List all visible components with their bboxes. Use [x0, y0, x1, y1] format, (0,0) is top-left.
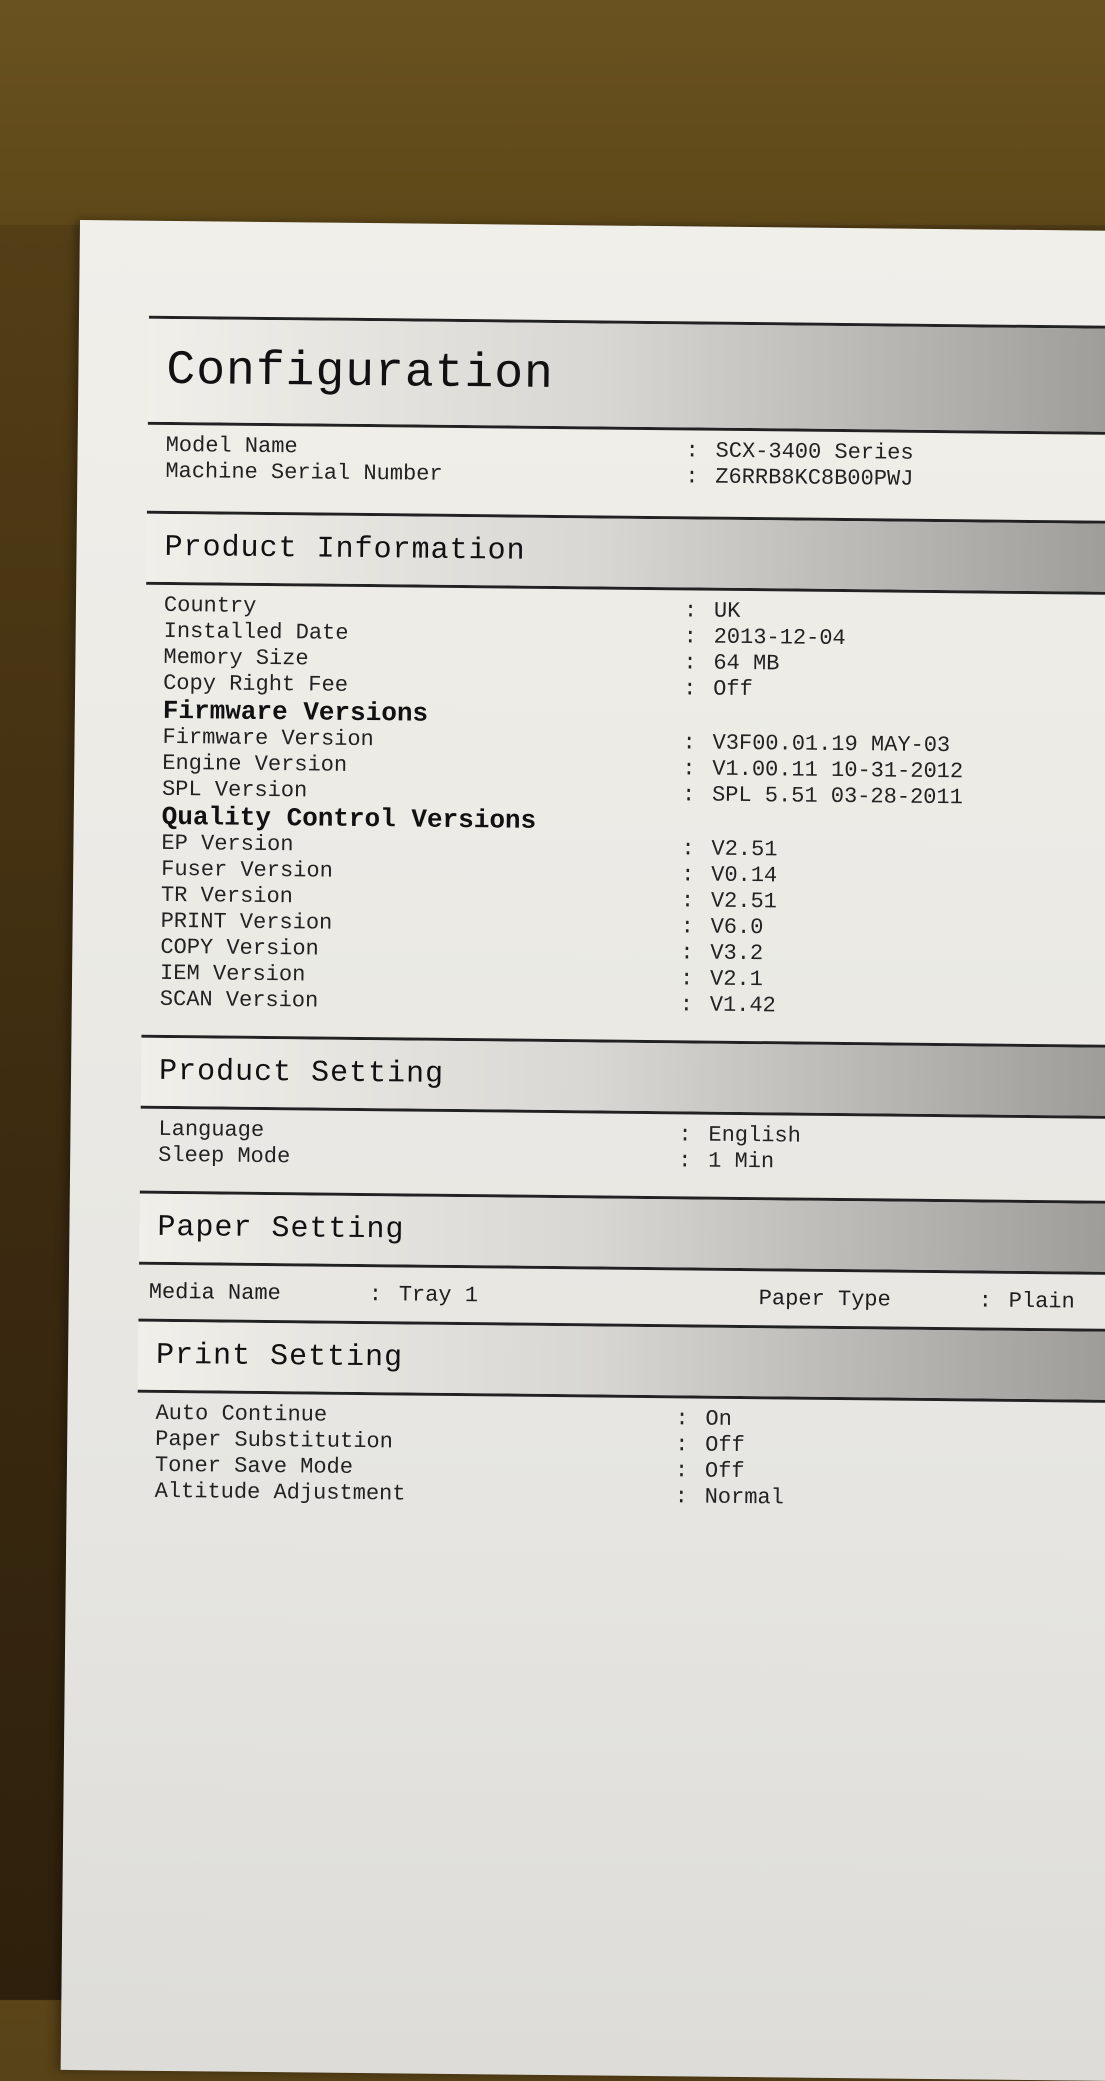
header-rows [147, 425, 1105, 521]
colon: : [679, 966, 694, 992]
section-heading: Print Setting [155, 1338, 404, 1376]
row-label: TR Version [160, 882, 294, 910]
colon: : [683, 650, 697, 676]
row-value: Off [704, 1458, 745, 1485]
row-label: SCAN Version [159, 986, 319, 1014]
row-value: Off [705, 1432, 745, 1459]
colon: : [681, 782, 696, 808]
section-heading: Product Information [164, 530, 526, 569]
paper-type-value: Plain [1008, 1288, 1075, 1314]
config-report [136, 316, 1105, 1525]
section-band-paper-setting [139, 1194, 1105, 1272]
row-label: Model Name [165, 432, 298, 460]
row-label: SPL Version [161, 776, 308, 804]
row-label: Language [158, 1116, 265, 1143]
row-value: V6.0 [710, 914, 764, 941]
row-value: V3.2 [710, 940, 764, 967]
row-label: EP Version [161, 830, 294, 858]
section-heading: Paper Setting [157, 1210, 405, 1248]
row-label: Auto Continue [155, 1400, 328, 1428]
section-heading: Product Setting [158, 1054, 445, 1092]
row-value: V1.42 [709, 992, 776, 1019]
row-value: English [708, 1122, 801, 1149]
row-value: V3F00.01.19 MAY-03 [712, 730, 951, 759]
row-value: 1 Min [708, 1148, 775, 1175]
colon: : [678, 1148, 692, 1174]
row-value: SPL 5.51 03-28-2011 [711, 782, 963, 811]
row-label: Paper Substitution [155, 1426, 393, 1455]
row-value: V1.00.11 10-31-2012 [712, 756, 964, 785]
paper-type-label: Paper Type [758, 1285, 891, 1313]
section-band-product-setting [141, 1038, 1105, 1116]
row-value: V0.14 [711, 862, 778, 889]
row-label: Memory Size [163, 644, 309, 672]
row-value: SCX-3400 Series [715, 438, 914, 466]
background-wall [0, 0, 1105, 225]
row-value: UK [713, 598, 741, 624]
row-label: Country [163, 592, 257, 619]
row-value: On [705, 1406, 733, 1432]
quality-control-versions-heading: Quality Control Versions [161, 801, 537, 836]
row-value: V2.51 [711, 836, 778, 863]
section-band-print-setting [138, 1322, 1105, 1400]
colon: : [681, 836, 695, 862]
row-label: Toner Save Mode [154, 1452, 354, 1480]
row-label: Copy Right Fee [163, 670, 349, 698]
row-label: Fuser Version [161, 856, 333, 884]
row-value: Off [712, 676, 753, 703]
row-label: Installed Date [163, 618, 349, 646]
product-information-rows [141, 585, 1105, 1045]
colon: : [978, 1287, 993, 1314]
colon: : [683, 624, 698, 650]
row-label: IEM Version [159, 960, 306, 988]
colon: : [683, 598, 698, 624]
colon: : [675, 1432, 689, 1458]
page-title: Configuration [166, 343, 555, 402]
product-setting-rows [140, 1109, 1105, 1201]
colon: : [682, 676, 697, 702]
print-setting-rows [136, 1393, 1105, 1525]
colon: : [674, 1484, 688, 1510]
colon: : [678, 1122, 692, 1148]
media-name-label: Media Name [148, 1279, 281, 1306]
colon: : [682, 756, 696, 782]
row-label: Machine Serial Number [165, 458, 443, 487]
row-label: COPY Version [160, 934, 319, 962]
colon: : [679, 992, 694, 1018]
media-name-value: Tray 1 [398, 1281, 479, 1308]
colon: : [680, 940, 694, 966]
row-label: Sleep Mode [158, 1142, 291, 1170]
colon: : [680, 888, 695, 914]
row-label: Firmware Version [162, 724, 374, 753]
colon: : [680, 914, 694, 940]
row-label: PRINT Version [160, 908, 333, 936]
colon: : [685, 464, 699, 490]
colon: : [682, 730, 696, 756]
row-label: Altitude Adjustment [154, 1478, 406, 1507]
printed-config-sheet [61, 220, 1105, 2081]
colon: : [685, 438, 699, 464]
colon: : [674, 1458, 689, 1484]
row-value: V2.51 [710, 888, 778, 915]
colon: : [681, 862, 695, 888]
row-label: Engine Version [162, 750, 348, 778]
firmware-versions-heading: Firmware Versions [162, 695, 429, 729]
row-value: V2.1 [709, 966, 764, 993]
colon: : [675, 1406, 689, 1432]
row-value: Z6RRB8KC8B00PWJ [715, 464, 914, 492]
title-band [148, 319, 1105, 432]
colon: : [368, 1281, 383, 1307]
row-value: Normal [704, 1484, 785, 1511]
row-value: 64 MB [713, 650, 780, 677]
section-band-product-information [146, 514, 1105, 592]
row-value: 2013-12-04 [713, 624, 846, 652]
